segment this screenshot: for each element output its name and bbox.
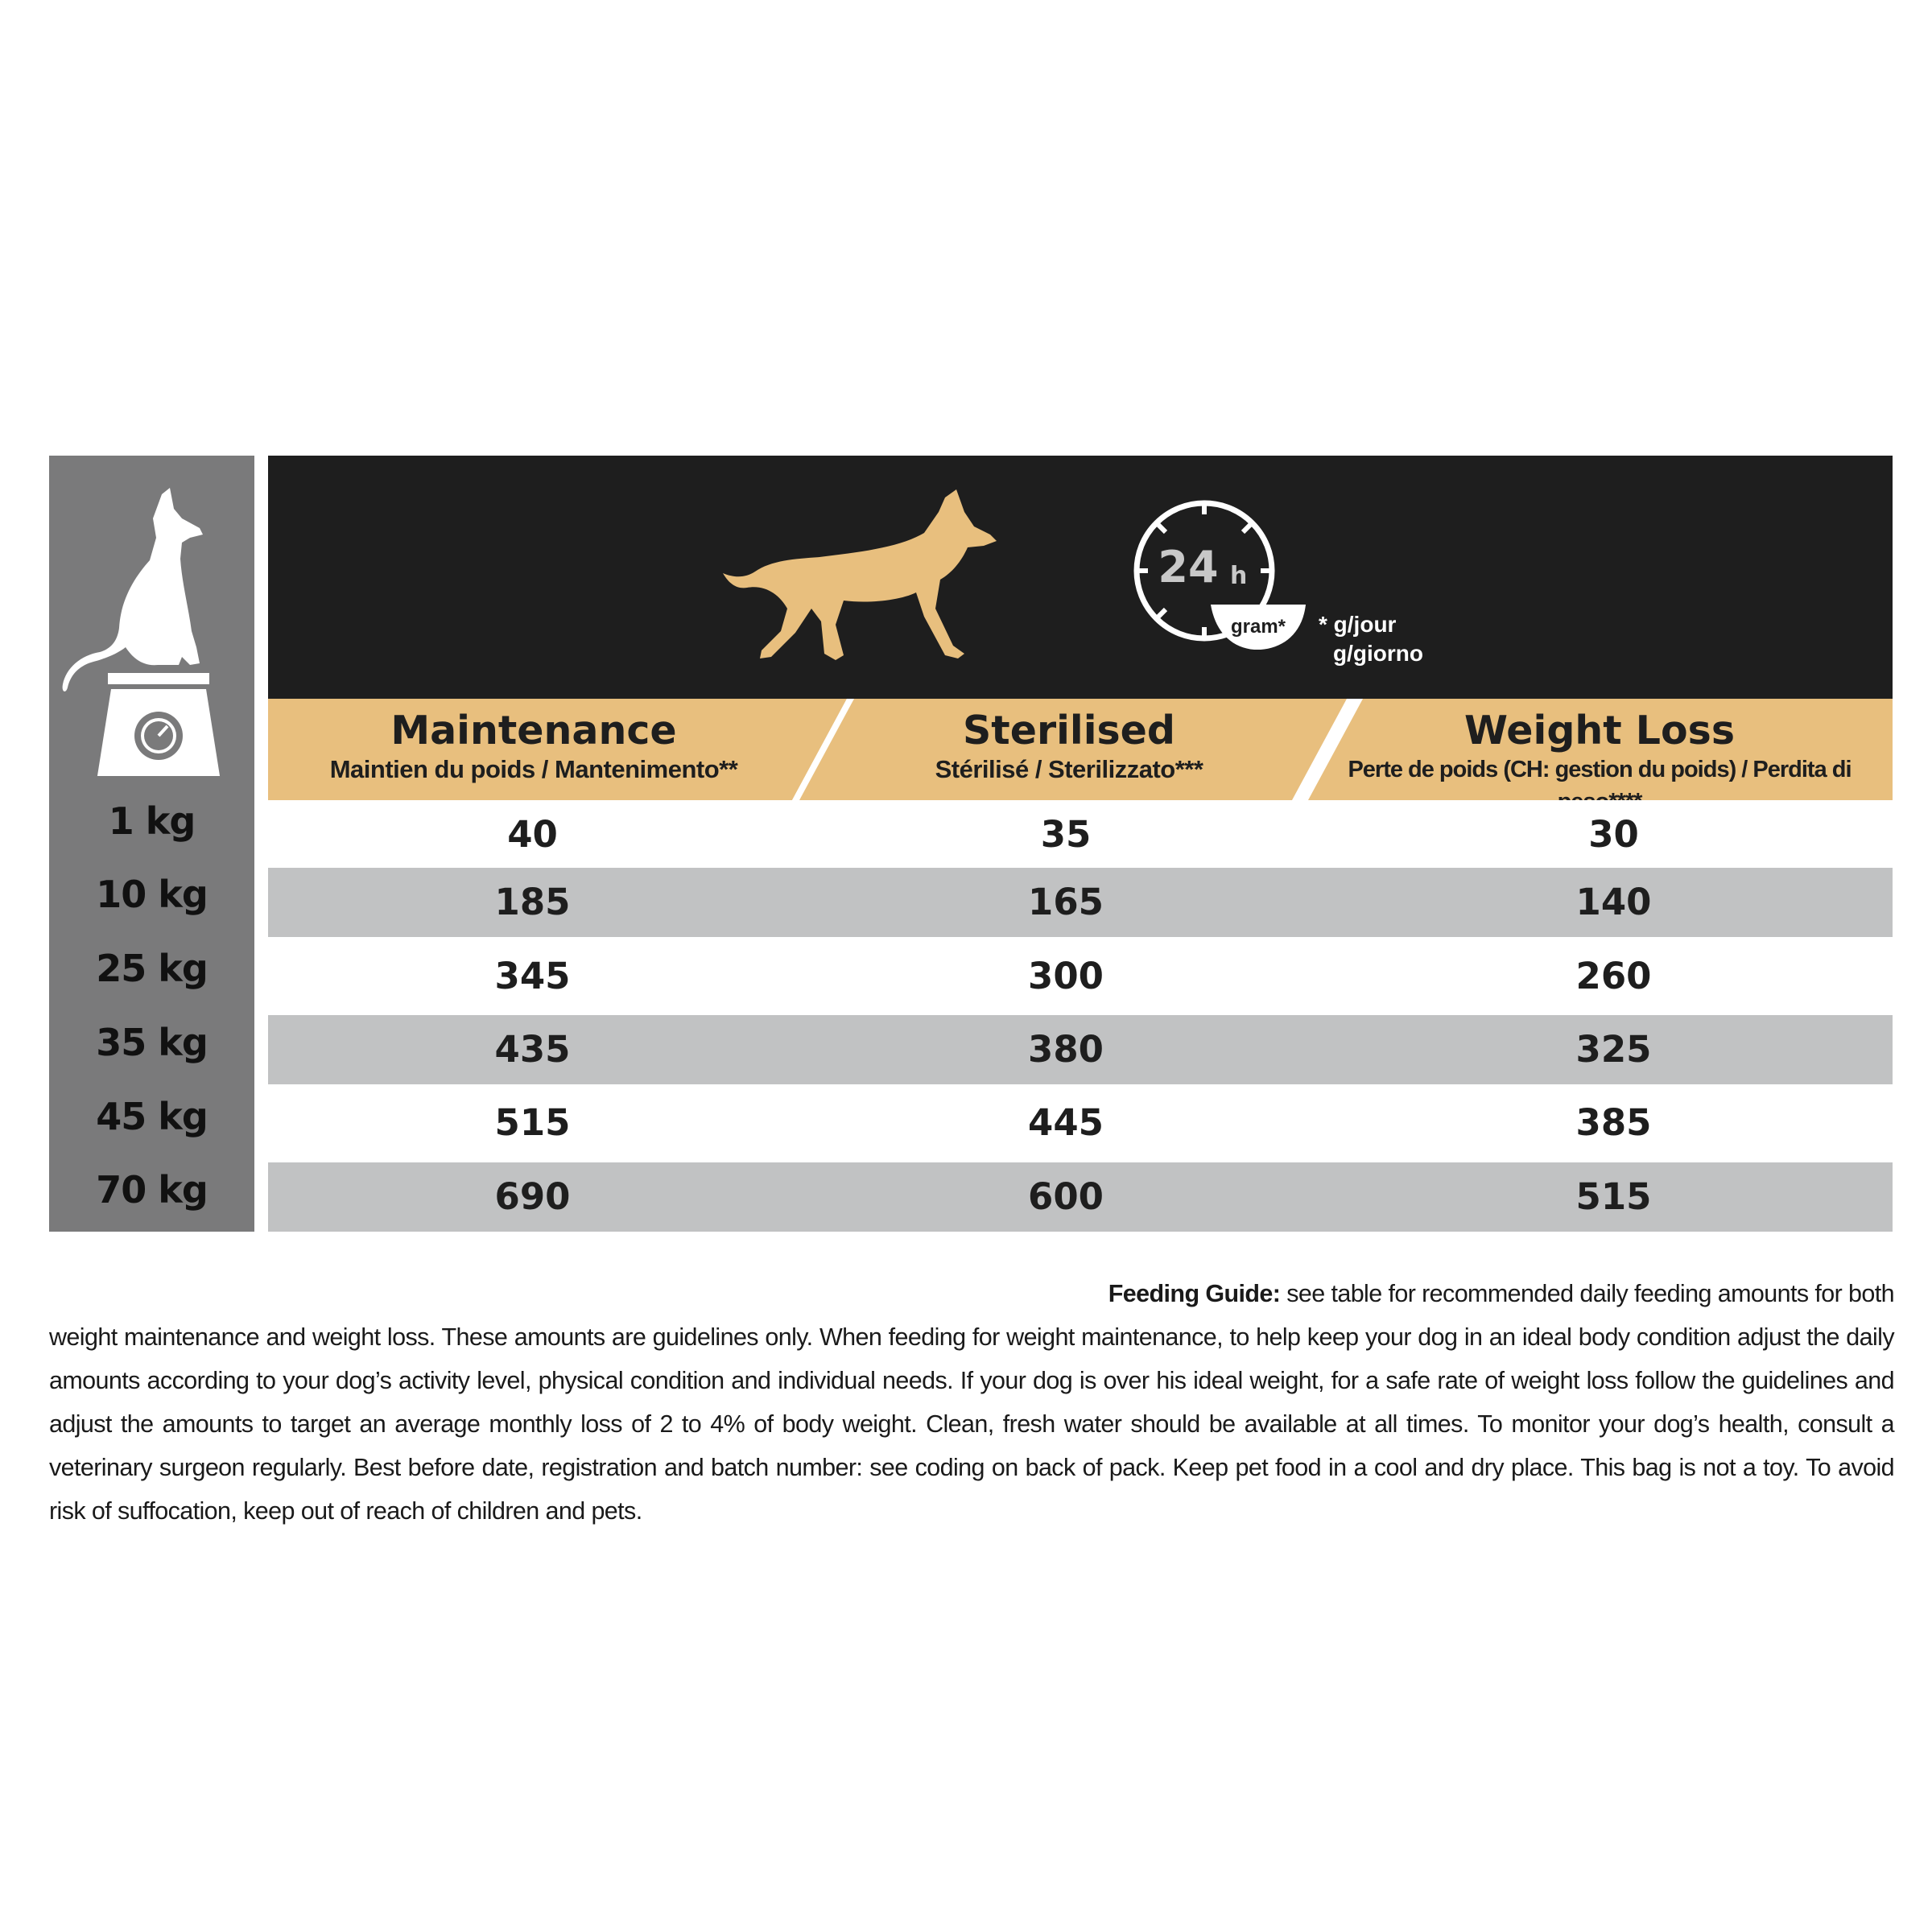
unit-line-fr: * g/jour	[1319, 612, 1397, 637]
weight-label: 1 kg	[108, 799, 196, 843]
column-header-sterilised	[799, 699, 1339, 800]
table-row	[268, 1162, 1893, 1232]
table-cell: 515	[494, 1101, 571, 1144]
clock-label: 24	[1158, 542, 1219, 592]
feeding-guide-body: weight maintenance and weight loss. These amounts are guidelines only. When feeding for weight maintenance, to help keep your dog in an ideal body condition adjust the daily amounts according to your dog’s activity level, physical condition and individual needs. If your dog is over his ideal weight, for a safe rate of weight loss follow the guidelines and adjust the amounts to target an average monthly loss of 2 to 4% of body weight. Clean, fresh water should be available at all times. To monitor your dog’s health, consult a veterinary surgeon regularly. Best before date, registration and batch number: see coding on back of pack. Keep pet food in a cool and dry place. This bag is not a toy. To avoid risk of suffocation, keep out of reach of children and pets.	[49, 1323, 1894, 1525]
weight-label: 70 kg	[96, 1168, 208, 1212]
table-cell: 445	[1028, 1101, 1104, 1144]
table-cell: 325	[1575, 1028, 1652, 1071]
column-subtitle: Perte de poids (CH: gestion du poids) / Perdita di	[1348, 757, 1852, 782]
table-cell: 600	[1028, 1175, 1104, 1218]
table-cell: 435	[494, 1028, 571, 1071]
weight-label: 25 kg	[96, 947, 208, 990]
feeding-guide	[49, 1272, 1894, 1533]
table-cell: 380	[1028, 1028, 1104, 1071]
dog-on-scale-icon	[61, 486, 234, 776]
table-cell: 35	[1040, 813, 1092, 856]
column-title: Sterilised	[963, 708, 1175, 753]
table-row	[268, 1088, 1893, 1158]
column-subtitle: Stérilisé / Sterilizzato***	[935, 755, 1203, 783]
table-cell: 30	[1588, 813, 1639, 856]
weight-label: 45 kg	[96, 1095, 208, 1138]
table-cell: 515	[1575, 1175, 1652, 1218]
weight-label: 10 kg	[96, 873, 208, 916]
clock-unit: h	[1230, 562, 1248, 590]
table-row	[268, 868, 1893, 937]
feeding-guide-heading: Feeding Guide:	[1108, 1280, 1281, 1307]
unit-line-it: g/giorno	[1333, 641, 1423, 666]
bowl-label: gram*	[1230, 616, 1286, 638]
column-subtitle: Maintien du poids / Mantenimento**	[329, 755, 738, 783]
clock-bowl-icon	[1133, 500, 1327, 661]
table-row	[268, 1015, 1893, 1084]
feeding-guide-first-line	[49, 1272, 1894, 1315]
table-cell: 140	[1575, 881, 1652, 923]
table-row	[268, 800, 1893, 869]
column-title: Weight Loss	[1464, 708, 1735, 753]
column-title: Maintenance	[390, 708, 677, 753]
column-header-maintenance	[268, 699, 799, 800]
walking-dog-icon	[723, 488, 1005, 669]
table-cell: 260	[1575, 955, 1652, 997]
unit-text	[1319, 610, 1423, 668]
header-banner	[268, 456, 1893, 699]
table-row	[268, 942, 1893, 1011]
weight-label: 35 kg	[96, 1021, 208, 1064]
column-header-weight-loss	[1307, 699, 1893, 800]
weight-column	[49, 456, 254, 1232]
table-cell: 40	[507, 813, 558, 856]
table-cell: 690	[494, 1175, 571, 1218]
column-header-band	[268, 699, 1893, 800]
table-cell: 185	[494, 881, 571, 923]
table-cell: 345	[494, 955, 571, 997]
table-cell: 300	[1028, 955, 1104, 997]
table-cell: 165	[1028, 881, 1104, 923]
feeding-guide-intro: see table for recommended daily feeding amounts for both	[1280, 1280, 1894, 1307]
table-cell: 385	[1575, 1101, 1652, 1144]
